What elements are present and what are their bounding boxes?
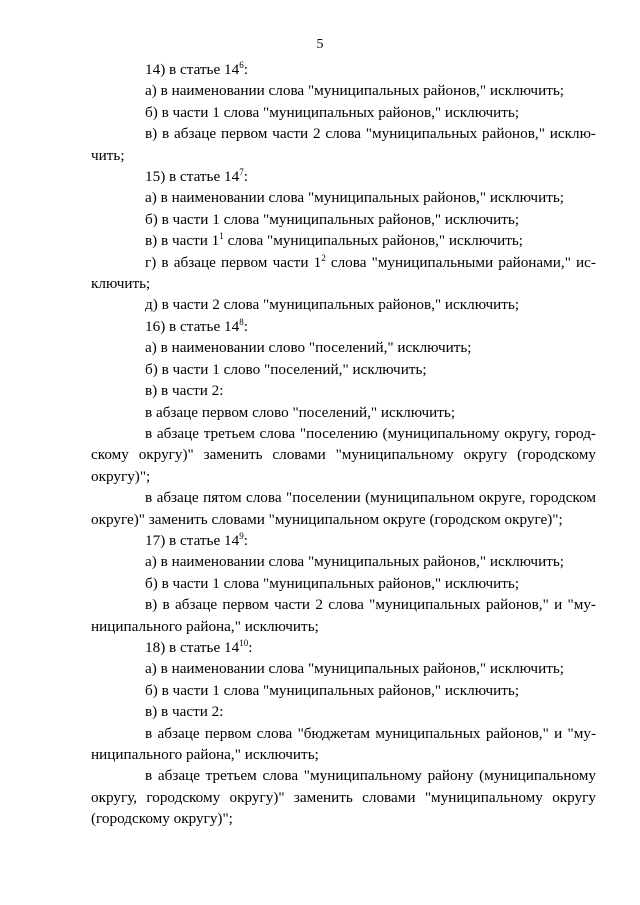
paragraph: 14) в статье $14^6$: [145, 59, 248, 78]
paragraph: 18) в статье $14^{10}$: [145, 637, 253, 656]
paragraph: 15) в статье $14^7$: [145, 166, 248, 186]
paragraph: в абзаце третьем слова "муниципальному району (муниципальному округу, городскому округу)" заменить словами "муниципальному округу (городскому округу)"; [91, 767, 596, 828]
paragraph: 16) в статье $14^8$: [145, 316, 248, 335]
paragraph: а) в наименовании слово "поселений," исключить; [145, 339, 472, 357]
paragraph: в) в части $1^1$ слова "муниципальных районов," исключить; [145, 231, 524, 250]
paragraph: 17) в статье $14^9$: [145, 530, 248, 549]
document-body [91, 59, 596, 830]
paragraph: б) в части 1 слова "муниципальных районов," исключить; [145, 681, 520, 699]
paragraph: г) в абзаце первом части $1^2$ слова "муниципальными районами," ис-ключить; [91, 252, 596, 293]
paragraph: в) в части 2: [145, 382, 224, 400]
paragraph: в абзаце пятом слова "поселении (муниципальном округе, городском округе)" заменить словами "муниципальном округе (городском округе)"; [91, 489, 596, 528]
paragraph: б) в части 1 слова "муниципальных районов," исключить; [145, 574, 520, 592]
paragraph: д) в части 2 слова "муниципальных районов," исключить; [145, 296, 520, 314]
paragraph: б) в части 1 слово "поселений," исключить; [145, 360, 427, 378]
paragraph: а) в наименовании слова "муниципальных районов," исключить; [145, 82, 564, 100]
paragraph: а) в наименовании слова "муниципальных районов," исключить; [145, 189, 564, 207]
paragraph: а) в наименовании слова "муниципальных районов," исключить; [145, 553, 564, 571]
paragraph: а) в наименовании слова "муниципальных районов," исключить; [145, 660, 564, 678]
paragraph: в) в абзаце первом части 2 слова "муниципальных районов," и "му-ниципального района," исключить; [91, 596, 596, 635]
paragraph: в абзаце первом слово "поселений," исключить; [145, 403, 456, 421]
paragraph: в) в части 2: [145, 703, 224, 721]
paragraph: в) в абзаце первом части 2 слова "муниципальных районов," исклю-чить; [91, 125, 596, 164]
paragraph: б) в части 1 слова "муниципальных районов," исключить; [145, 103, 520, 121]
page-number: 5 [316, 37, 324, 52]
paragraph: б) в части 1 слова "муниципальных районов," исключить; [145, 210, 520, 228]
paragraph: в абзаце первом слова "бюджетам муниципальных районов," и "му-ниципального района," исключить; [91, 724, 596, 763]
paragraph: в абзаце третьем слова "поселению (муниципальному округу, город-скому округу)" заменить словами "муниципальному округу (городскому округу)"; [91, 424, 596, 485]
